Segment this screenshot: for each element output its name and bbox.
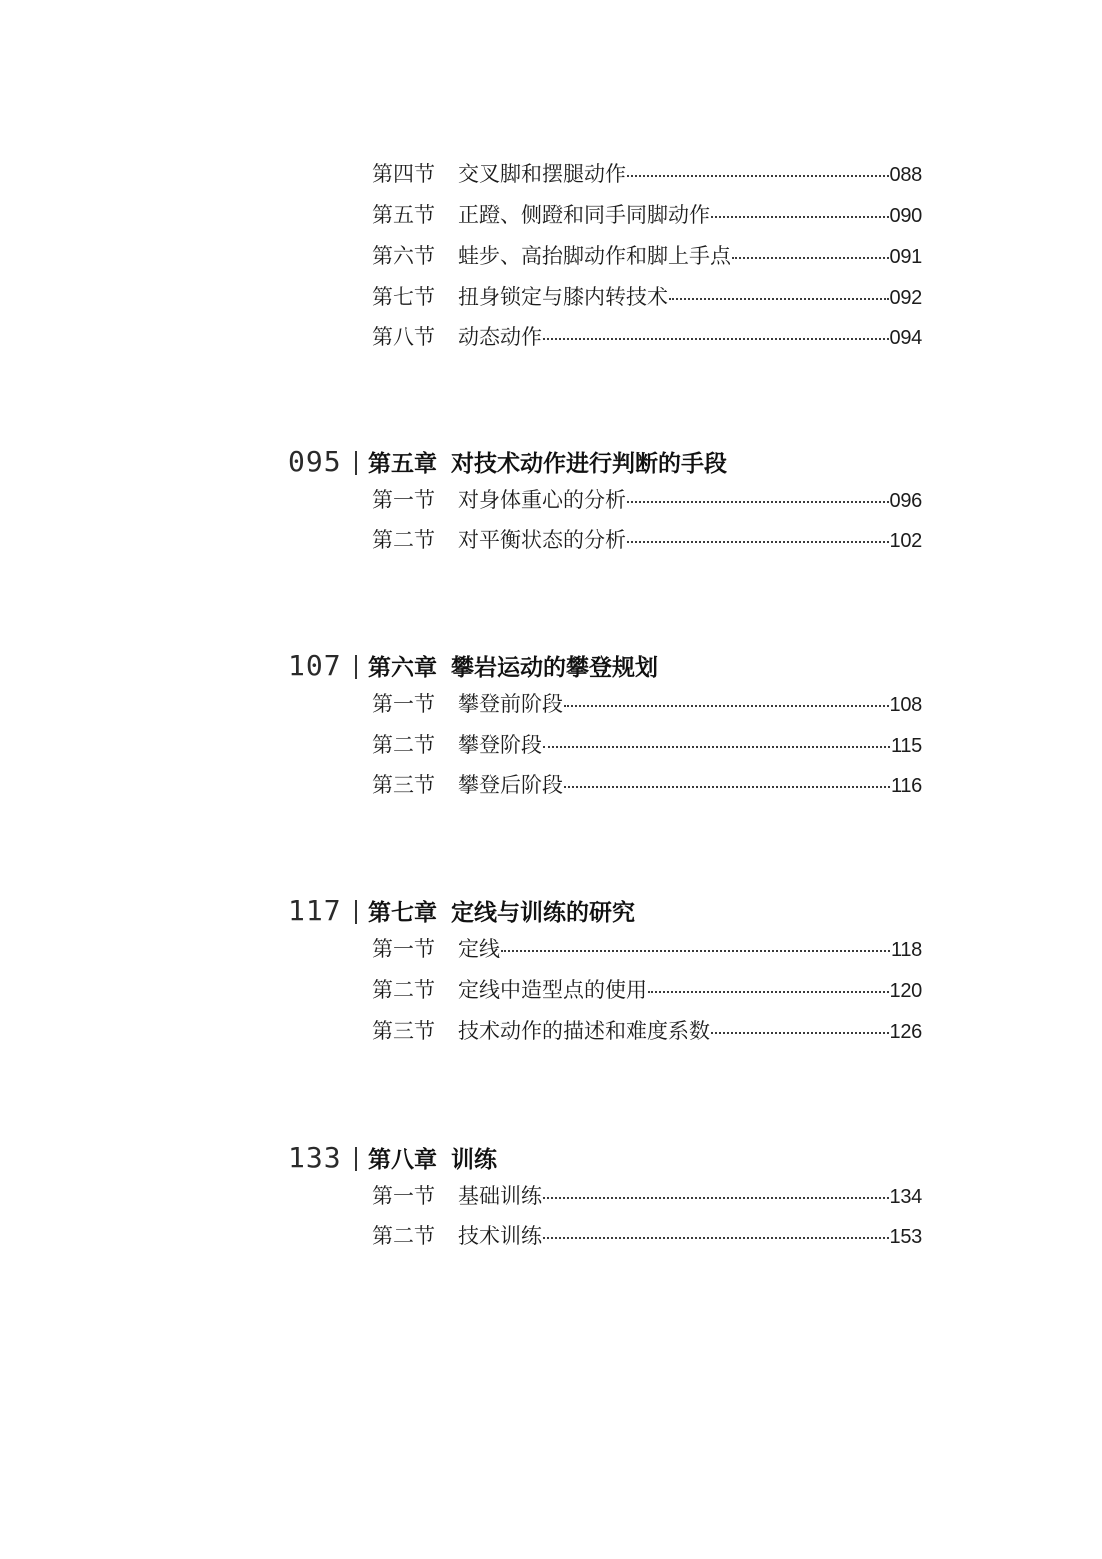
section-title: 攀登后阶段: [458, 773, 563, 797]
toc-entry[interactable]: [372, 486, 922, 515]
section-number: 第二节: [372, 528, 435, 552]
chapter-divider: [355, 655, 357, 679]
dot-leader: [669, 298, 889, 300]
section-title: 定线: [458, 937, 500, 961]
section-title: 攀登阶段: [458, 733, 542, 757]
toc-entry[interactable]: [372, 1017, 922, 1046]
section-number: 第一节: [372, 1184, 435, 1208]
chapter-heading[interactable]: [288, 1141, 908, 1177]
section-title: 对身体重心的分析: [458, 488, 626, 512]
dot-leader: [627, 541, 889, 543]
dot-leader: [732, 257, 889, 259]
dot-leader: [627, 175, 889, 177]
page-number: 126: [889, 1021, 922, 1043]
section-number: 第三节: [372, 1019, 435, 1043]
dot-leader: [711, 216, 889, 218]
page-number: 091: [889, 246, 922, 268]
chapter-heading[interactable]: [288, 445, 908, 481]
chapter-page-number: 095: [288, 445, 342, 478]
section-title: 技术动作的描述和难度系数: [458, 1019, 710, 1043]
chapter-title: 对技术动作进行判断的手段: [451, 451, 727, 477]
page-number: 118: [891, 939, 922, 961]
dot-leader: [564, 705, 889, 707]
section-number: 第五节: [372, 203, 435, 227]
chapter-page-number: 133: [288, 1141, 342, 1174]
page-number: 094: [889, 327, 922, 349]
section-number: 第二节: [372, 978, 435, 1002]
dot-leader: [564, 786, 890, 788]
dot-leader: [501, 950, 890, 952]
chapter-label: 第八章: [368, 1147, 437, 1173]
section-title: 蛙步、高抬脚动作和脚上手点: [458, 244, 731, 268]
toc-entry[interactable]: [372, 526, 922, 555]
dot-leader: [711, 1032, 889, 1034]
section-number: 第一节: [372, 488, 435, 512]
section-title: 基础训练: [458, 1184, 542, 1208]
section-number: 第一节: [372, 692, 435, 716]
chapter-label: 第五章: [368, 451, 437, 477]
page-number: 116: [891, 775, 922, 797]
section-title: 交叉脚和摆腿动作: [458, 162, 626, 186]
section-title: 技术训练: [458, 1224, 542, 1248]
section-title: 正蹬、侧蹬和同手同脚动作: [458, 203, 710, 227]
section-number: 第七节: [372, 285, 435, 309]
section-title: 攀登前阶段: [458, 692, 563, 716]
chapter-title: 定线与训练的研究: [451, 900, 635, 926]
section-number: 第四节: [372, 162, 435, 186]
dot-leader: [627, 501, 889, 503]
toc-entry[interactable]: [372, 731, 922, 760]
chapter-label: 第六章: [368, 655, 437, 681]
chapter-title: 攀岩运动的攀登规划: [451, 655, 658, 681]
page-number: 153: [889, 1226, 922, 1248]
section-number: 第一节: [372, 937, 435, 961]
chapter-divider: [355, 1147, 357, 1171]
section-number: 第八节: [372, 325, 435, 349]
toc-entry[interactable]: [372, 771, 922, 800]
section-title: 动态动作: [458, 325, 542, 349]
dot-leader: [543, 1237, 889, 1239]
page-number: 134: [889, 1186, 922, 1208]
dot-leader: [543, 338, 889, 340]
toc-entry[interactable]: [372, 160, 922, 189]
section-number: 第六节: [372, 244, 435, 268]
page-number: 108: [889, 694, 922, 716]
section-title: 扭身锁定与膝内转技术: [458, 285, 668, 309]
chapter-divider: [355, 451, 357, 475]
chapter-title: 训练: [451, 1147, 497, 1173]
toc-entry[interactable]: [372, 976, 922, 1005]
toc-entry[interactable]: [372, 323, 922, 352]
section-number: 第二节: [372, 733, 435, 757]
toc-entry[interactable]: [372, 1182, 922, 1211]
page-number: 088: [889, 164, 922, 186]
chapter-heading[interactable]: [288, 649, 908, 685]
page-number: 120: [889, 980, 922, 1002]
page-number: 090: [889, 205, 922, 227]
page-number: 092: [889, 287, 922, 309]
toc-entry[interactable]: [372, 283, 922, 312]
toc-entry[interactable]: [372, 1222, 922, 1251]
chapter-label: 第七章: [368, 900, 437, 926]
section-title: 对平衡状态的分析: [458, 528, 626, 552]
toc-entry[interactable]: [372, 242, 922, 271]
toc-entry[interactable]: [372, 690, 922, 719]
dot-leader: [543, 746, 890, 748]
section-title: 定线中造型点的使用: [458, 978, 647, 1002]
dot-leader: [543, 1197, 889, 1199]
toc-entry[interactable]: [372, 935, 922, 964]
chapter-heading[interactable]: [288, 894, 908, 930]
page-number: 096: [889, 490, 922, 512]
chapter-divider: [355, 900, 357, 924]
chapter-page-number: 107: [288, 649, 342, 682]
chapter-page-number: 117: [288, 894, 342, 927]
toc-entry[interactable]: [372, 201, 922, 230]
page-number: 102: [889, 530, 922, 552]
page-number: 115: [891, 735, 922, 757]
dot-leader: [648, 991, 889, 993]
section-number: 第二节: [372, 1224, 435, 1248]
section-number: 第三节: [372, 773, 435, 797]
